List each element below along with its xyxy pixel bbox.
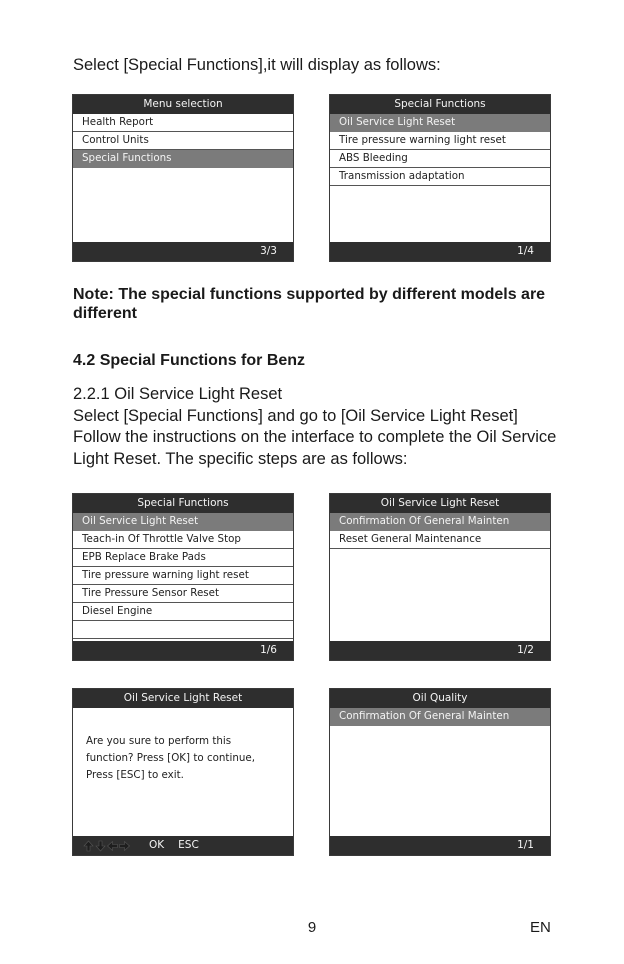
subsection-heading: 2.2.1 Oil Service Light Reset <box>73 385 283 403</box>
screen-title: Oil Service Light Reset <box>73 689 293 708</box>
screen-title: Oil Service Light Reset <box>330 494 550 513</box>
key-hints <box>83 836 199 855</box>
screen-footer <box>73 836 293 855</box>
language-label: EN <box>530 919 551 936</box>
menu-item-confirmation-general-maintenance[interactable]: Confirmation Of General Mainten <box>330 513 550 531</box>
menu-item-tire-pressure-warning[interactable]: Tire pressure warning light reset <box>330 132 550 150</box>
screen-special-functions <box>329 94 551 262</box>
arrow-up-icon[interactable] <box>83 840 94 852</box>
message-line: Are you sure to perform this <box>86 735 232 747</box>
screen-footer <box>330 836 550 855</box>
paragraph-line: Light Reset. The specific steps are as follows: <box>73 449 408 468</box>
menu-item-abs-bleeding[interactable]: ABS Bleeding <box>330 150 550 168</box>
paragraph-line: Select [Special Functions] and go to [Oil Service Light Reset] <box>73 406 518 425</box>
instructions-paragraph <box>73 384 556 470</box>
menu-item-transmission-adaptation[interactable]: Transmission adaptation <box>330 168 550 186</box>
screen-footer <box>73 641 293 660</box>
menu-item-epb-replace-brake-pads[interactable]: EPB Replace Brake Pads <box>73 549 293 567</box>
message-line: Press [ESC] to exit. <box>86 769 184 781</box>
menu-item-oil-service-light-reset[interactable]: Oil Service Light Reset <box>73 513 293 531</box>
page-number: 9 <box>307 919 317 936</box>
menu-item-tire-pressure-sensor-reset[interactable]: Tire Pressure Sensor Reset <box>73 585 293 603</box>
screen-oil-quality <box>329 688 551 856</box>
page-indicator: 1/2 <box>517 644 534 656</box>
confirm-message <box>86 733 255 784</box>
screen-footer <box>330 641 550 660</box>
screen-title: Oil Quality <box>330 689 550 708</box>
section-heading: 4.2 Special Functions for Benz <box>73 352 306 369</box>
menu-item-throttle-valve-stop[interactable]: Teach-in Of Throttle Valve Stop <box>73 531 293 549</box>
page-indicator: 1/1 <box>517 839 534 851</box>
page-indicator: 1/4 <box>517 245 534 257</box>
ok-key-label[interactable]: OK <box>149 839 165 851</box>
arrow-right-icon[interactable] <box>119 840 130 852</box>
note-text: Note: The special functions supported by different models are different <box>73 286 546 322</box>
screen-title: Special Functions <box>330 95 550 114</box>
menu-item-diesel-engine[interactable]: Diesel Engine <box>73 603 293 621</box>
esc-key-label[interactable]: ESC <box>178 839 199 851</box>
menu-item-reset-general-maintenance[interactable]: Reset General Maintenance <box>330 531 550 549</box>
screen-menu-selection <box>72 94 294 262</box>
arrow-left-icon[interactable] <box>107 840 118 852</box>
menu-item-health-report[interactable]: Health Report <box>73 114 293 132</box>
intro-text: Select [Special Functions],it will display as follows: <box>73 56 441 74</box>
screen-footer <box>73 242 293 261</box>
screen-footer <box>330 242 550 261</box>
page-indicator: 3/3 <box>260 245 277 257</box>
menu-item-control-units[interactable]: Control Units <box>73 132 293 150</box>
menu-item-oil-service-light-reset[interactable]: Oil Service Light Reset <box>330 114 550 132</box>
page-indicator: 1/6 <box>260 644 277 656</box>
screen-oil-service-light-reset <box>329 493 551 661</box>
screen-title: Special Functions <box>73 494 293 513</box>
empty-row <box>73 621 293 639</box>
message-line: function? Press [OK] to continue, <box>86 752 255 764</box>
screen-title: Menu selection <box>73 95 293 114</box>
menu-item-special-functions[interactable]: Special Functions <box>73 150 293 168</box>
screen-confirm-dialog <box>72 688 294 856</box>
paragraph-line: Follow the instructions on the interface to complete the Oil Service <box>73 428 557 446</box>
screen-special-functions-benz <box>72 493 294 661</box>
arrow-down-icon[interactable] <box>95 840 106 852</box>
menu-item-tire-pressure-warning[interactable]: Tire pressure warning light reset <box>73 567 293 585</box>
menu-item-confirmation-general-maintenance[interactable]: Confirmation Of General Mainten <box>330 708 550 726</box>
